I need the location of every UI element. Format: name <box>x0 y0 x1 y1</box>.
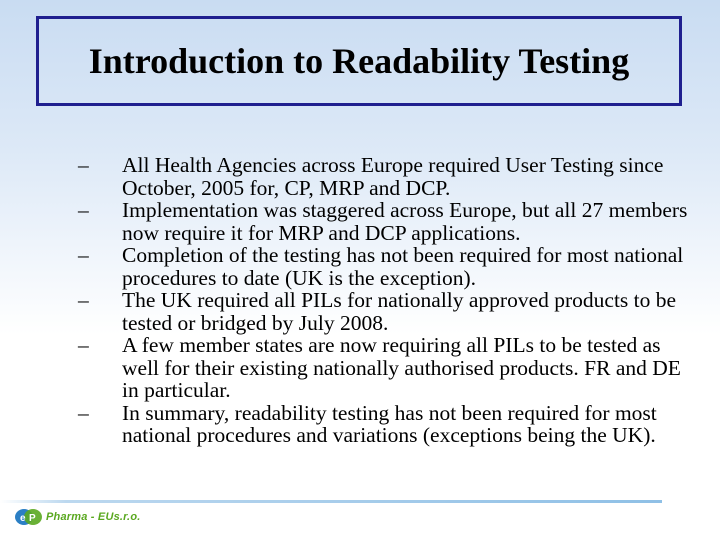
bullet-item <box>70 402 690 447</box>
logo-text: Pharma - EUs.r.o. <box>46 511 141 523</box>
bullet-text: All Health Agencies across Europe required User Testing since October, 2005 for, CP, MRP and DCP. <box>122 153 664 200</box>
bullet-item <box>70 244 690 289</box>
bullet-text: In summary, readability testing has not been required for most national procedures and variations (exceptions being the UK). <box>122 400 657 447</box>
footer-divider <box>0 500 662 503</box>
bullet-text: The UK required all PILs for nationally approved products to be tested or bridged by July 2008. <box>122 288 677 335</box>
bullet-text: Completion of the testing has not been required for most national procedures to date (UK is the exception). <box>122 243 684 290</box>
bullet-list <box>70 154 690 447</box>
company-logo <box>14 506 141 528</box>
bullet-item <box>70 154 690 199</box>
bullet-marker: – <box>78 400 89 425</box>
bullet-item <box>70 289 690 334</box>
title-box <box>36 16 682 106</box>
bullet-text: A few member states are now requiring all PILs to be tested as well for their existing nationally authorised products. FR and DE in particular. <box>122 333 681 402</box>
slide-title: Introduction to Readability Testing <box>88 41 630 81</box>
bullet-marker: – <box>78 288 89 312</box>
bullet-marker: – <box>78 333 89 357</box>
bullet-marker: – <box>78 198 89 222</box>
svg-text:P: P <box>29 513 36 524</box>
bullet-text: Implementation was staggered across Europe, but all 27 members now require it for MRP and DCP applications. <box>122 198 688 245</box>
svg-text:e: e <box>20 513 26 524</box>
pharma-eu-logo-icon <box>14 506 44 528</box>
bullet-item <box>70 334 690 402</box>
bullet-marker: – <box>78 243 89 267</box>
bullet-item <box>70 199 690 244</box>
bullet-marker: – <box>78 153 89 177</box>
